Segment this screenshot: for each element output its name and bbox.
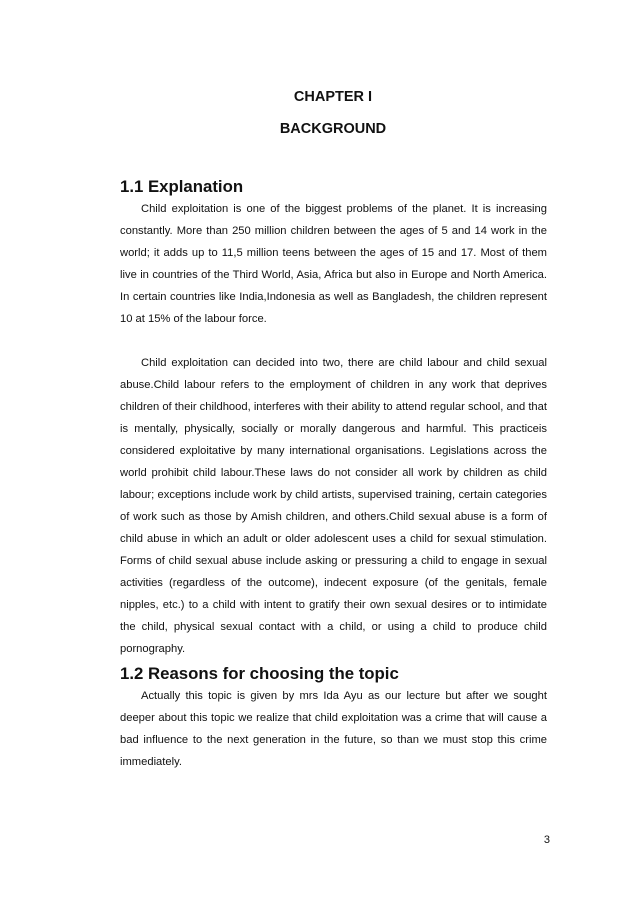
section-title: 1.2 Reasons for choosing the topic [120,664,399,683]
paragraph: Child exploitation is one of the biggest problems of the planet. It is increasing constantly. More than 250 million children between the ages of 5 and 14 work in the world; it adds up to 11,5 million teens between the ages of 15 and 17. Most of them live in countries of the Third World, Asia, Africa but also in Europe and North America. In certain countries like India,Indonesia as well as Bangladesh, the children represent 10 at 15% of the labour force. [120,203,547,325]
section-title: 1.1 Explanation [120,177,244,196]
section-explanation [120,176,547,660]
chapter-number: CHAPTER I [293,89,373,105]
section-reasons [120,663,547,773]
chapter-title: BACKGROUND [279,121,387,137]
paragraph: Actually this topic is given by mrs Ida Ayu as our lecture but after we sought deeper about this topic we realize that child exploitation was a crime that will cause a bad influence to the next generation in the future, so than we must stop this crime immediately. [120,690,547,768]
paragraph: Child exploitation can decided into two, there are child labour and child sexual abuse.Child labour refers to the employment of children in any work that deprives children of their childhood, interferes with their ability to attend regular school, and that is mentally, physically, socially or morally dangerous and harmful. This practiceis considered exploitative by many international organisations. Legislations across the world prohibit child labour.These laws do not consider all work by children as child labour; exceptions include work by child artists, supervised training, certain categories of work such as those by Amish children, and others.Child sexual abuse is a form of child abuse in which an adult or older adolescent uses a child for sexual stimulation. Forms of child sexual abuse include asking or pressuring a child to engage in sexual activities (regardless of the outcome), indecent exposure (of the genitals, female nipples, etc.) to a child with intent to gratify their own sexual desires or to intimidate the child, physical sexual contact with a child, or using a child to produce child pornography. [120,357,547,655]
page-number: 3 [543,834,550,846]
